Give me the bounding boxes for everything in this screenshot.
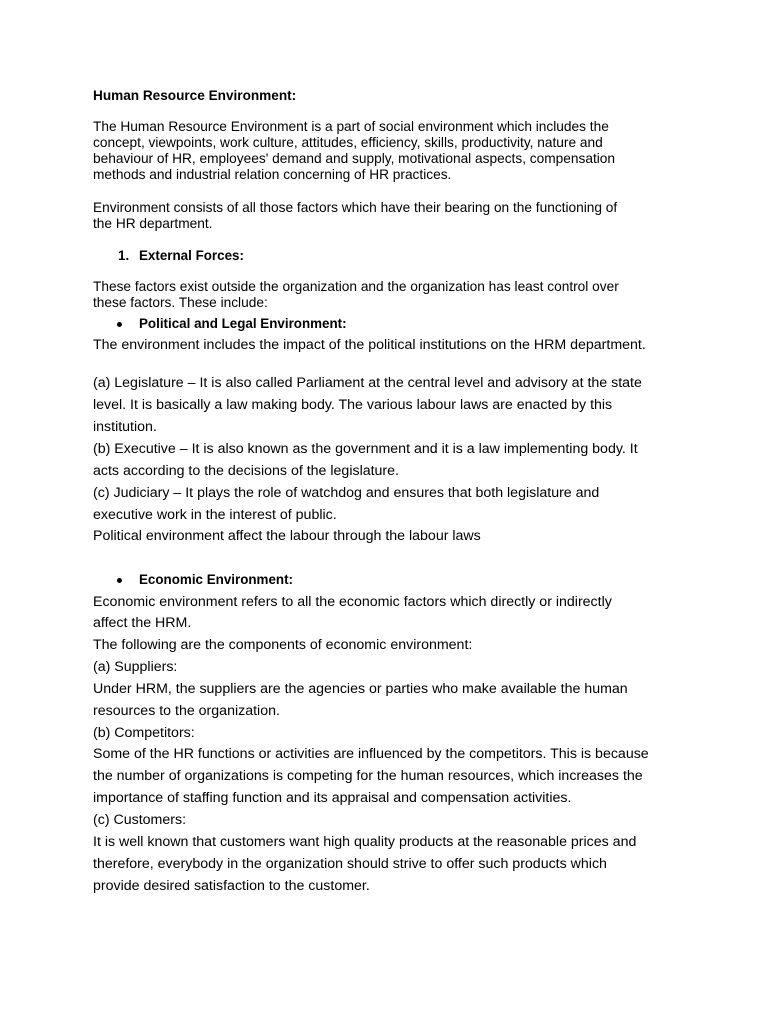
list-number: 1. xyxy=(118,248,130,263)
paragraph-line: acts according to the decisions of the legislature. xyxy=(93,463,399,479)
paragraph-line: It is well known that customers want high quality products at the reasonable prices and xyxy=(93,834,637,850)
paragraph-line: resources to the organization. xyxy=(93,703,280,719)
intro-line: behaviour of HR, employees' demand and supply, motivational aspects, compensation xyxy=(93,151,616,166)
paragraph-line: The environment includes the impact of the political institutions on the HRM department. xyxy=(93,337,646,353)
paragraph-line: the number of organizations is competing for the human resources, which increases the xyxy=(93,768,643,784)
section-description: these factors. These include: xyxy=(93,295,268,310)
paragraph-line: Under HRM, the suppliers are the agencies or parties who make available the human xyxy=(93,681,628,697)
bullet-icon xyxy=(117,322,122,327)
paragraph-line: level. It is basically a law making body. The various labour laws are enacted by this xyxy=(93,397,613,413)
paragraph-line: Economic environment refers to all the economic factors which directly or indirectly xyxy=(93,594,612,610)
paragraph-line: affect the HRM. xyxy=(93,615,192,631)
paragraph-line: (b) Competitors: xyxy=(93,725,195,741)
paragraph-line: (b) Executive – It is also known as the government and it is a law implementing body. It xyxy=(93,441,638,457)
environment-line: Environment consists of all those factors which have their bearing on the functioning of xyxy=(93,200,618,215)
paragraph-line: executive work in the interest of public. xyxy=(93,507,337,523)
document-title: Human Resource Environment: xyxy=(93,88,297,103)
paragraph-line: (a) Suppliers: xyxy=(93,659,178,675)
intro-line: methods and industrial relation concerning of HR practices. xyxy=(93,167,452,182)
paragraph-line: importance of staffing function and its appraisal and compensation activities. xyxy=(93,790,572,806)
paragraph-line: (a) Legislature – It is also called Parliament at the central level and advisory at the state xyxy=(93,375,642,391)
intro-line: concept, viewpoints, work culture, attitudes, efficiency, skills, productivity, nature and xyxy=(93,135,603,150)
subheading-economic: Economic Environment: xyxy=(139,572,294,587)
paragraph-line: Political environment affect the labour through the labour laws xyxy=(93,528,481,544)
environment-line: the HR department. xyxy=(93,216,213,231)
paragraph-line: (c) Judiciary – It plays the role of watchdog and ensures that both legislature and xyxy=(93,485,600,501)
paragraph-line: provide desired satisfaction to the customer. xyxy=(93,878,370,894)
paragraph-line: Some of the HR functions or activities are influenced by the competitors. This is because xyxy=(93,746,649,762)
intro-line: The Human Resource Environment is a part of social environment which includes the xyxy=(93,119,609,134)
paragraph-line: institution. xyxy=(93,419,157,435)
paragraph-line: therefore, everybody in the organization should strive to offer such products which xyxy=(93,856,607,872)
section-heading-external-forces: External Forces: xyxy=(139,248,244,263)
section-description: These factors exist outside the organization and the organization has least control over xyxy=(93,279,619,294)
paragraph-line: The following are the components of economic environment: xyxy=(93,637,473,653)
subheading-political-legal: Political and Legal Environment: xyxy=(139,316,347,331)
bullet-icon xyxy=(117,578,122,583)
paragraph-line: (c) Customers: xyxy=(93,812,187,828)
